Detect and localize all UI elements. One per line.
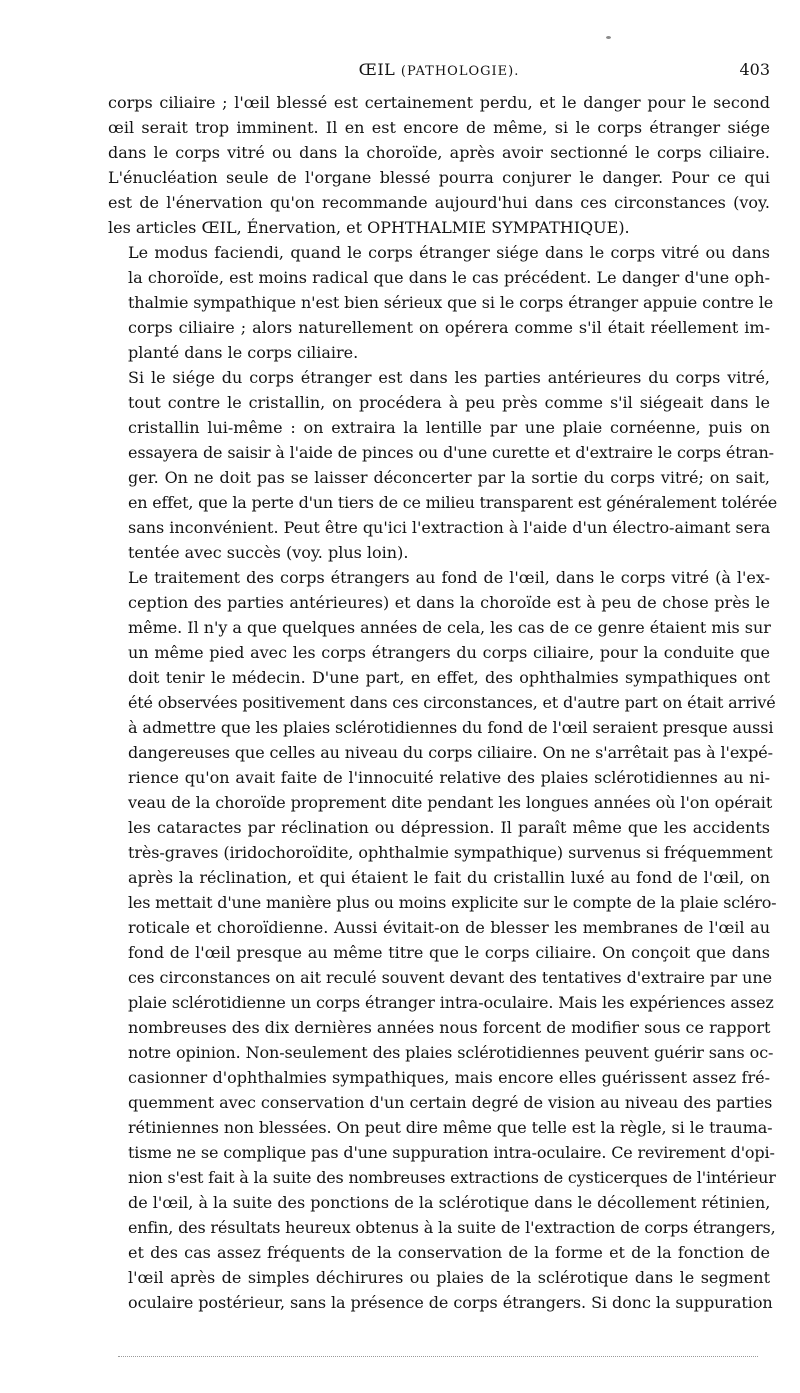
text-line: est de l'énervation qu'on recommande aujourd'hui dans ces circonstances (voy.: [108, 193, 770, 212]
text-line: fond de l'œil presque au même titre que le corps ciliaire. On conçoit que dans: [128, 943, 770, 962]
text-line: les mettait d'une manière plus ou moins explicite sur le compte de la plaie scléro-: [128, 893, 777, 912]
paragraph: [108, 240, 774, 365]
text-line: rétiniennes non blessées. On peut dire même que telle est la règle, si le trauma-: [128, 1118, 773, 1137]
text-line: notre opinion. Non-seulement des plaies sclérotidiennes peuvent guérir sans oc-: [128, 1043, 774, 1062]
text-line: les articles ŒIL, Énervation, et OPHTHALMIE SYMPATHIQUE).: [108, 218, 630, 237]
text-line: oculaire postérieur, sans la présence de corps étrangers. Si donc la suppuration: [128, 1293, 773, 1312]
running-title: [108, 60, 770, 79]
text-line: L'énucléation seule de l'organe blessé pourra conjurer le danger. Pour ce qui: [108, 168, 770, 187]
text-line: Si le siége du corps étranger est dans les parties antérieures du corps vitré,: [128, 368, 770, 387]
ink-smudge: [606, 36, 611, 39]
text-line: essayera de saisir à l'aide de pinces ou d'une curette et d'extraire le corps étran-: [128, 443, 774, 462]
text-line: nion s'est fait à la suite des nombreuses extractions de cysticerques de l'intérieur: [128, 1168, 776, 1187]
text-line: roticale et choroïdienne. Aussi évitait-on de blesser les membranes de l'œil au: [128, 918, 770, 937]
text-line: œil serait trop imminent. Il en est encore de même, si le corps étranger siége: [108, 118, 770, 137]
body-text: [108, 90, 777, 1315]
text-line: nombreuses des dix dernières années nous forcent de modifier sous ce rapport: [128, 1018, 771, 1037]
text-line: la choroïde, est moins radical que dans le cas précédent. Le danger d'une oph-: [128, 268, 770, 287]
text-line: dangereuses que celles au niveau du corps ciliaire. On ne s'arrêtait pas à l'expé-: [128, 743, 773, 762]
footer-dotted-rule: [118, 1356, 758, 1358]
text-line: tout contre le cristallin, on procédera à peu près comme s'il siégeait dans le: [128, 393, 770, 412]
text-line: veau de la choroïde proprement dite pendant les longues années où l'on opérait: [128, 793, 773, 812]
title-sub: (PATHOLOGIE).: [400, 64, 520, 79]
paragraph: [108, 565, 777, 1315]
text-line: doit tenir le médecin. D'une part, en effet, des ophthalmies sympathiques ont: [128, 668, 770, 687]
text-line: planté dans le corps ciliaire.: [128, 343, 359, 362]
text-line: sans inconvénient. Peut être qu'ici l'extraction à l'aide d'un électro-aimant sera: [128, 518, 771, 537]
text-line: corps ciliaire ; l'œil blessé est certainement perdu, et le danger pour le second: [108, 93, 770, 112]
text-line: plaie sclérotidienne un corps étranger intra-oculaire. Mais les expériences assez: [128, 993, 774, 1012]
text-line: ces circonstances on ait reculé souvent devant des tentatives d'extraire par une: [128, 968, 772, 987]
text-line: Le modus faciendi, quand le corps étranger siége dans le corps vitré ou dans: [128, 243, 770, 262]
text-line: Le traitement des corps étrangers au fond de l'œil, dans le corps vitré (à l'ex-: [128, 568, 770, 587]
text-line: ception des parties antérieures) et dans la choroïde est à peu de chose près le: [128, 593, 770, 612]
paragraph: [108, 365, 777, 565]
text-line: en effet, que la perte d'un tiers de ce milieu transparent est généralement tolérée: [128, 493, 777, 512]
text-line: tentée avec succès (voy. plus loin).: [128, 543, 409, 562]
text-line: été observées positivement dans ces circonstances, et d'autre part on était arrivé: [128, 693, 776, 712]
text-line: enfin, des résultats heureux obtenus à la suite de l'extraction de corps étrangers,: [128, 1218, 776, 1237]
text-line: l'œil après de simples déchirures ou plaies de la sclérotique dans le segment: [128, 1268, 770, 1287]
text-line: un même pied avec les corps étrangers du corps ciliaire, pour la conduite que: [128, 643, 770, 662]
text-line: très-graves (iridochoroïdite, ophthalmie sympathique) survenus si fréquemment: [128, 843, 773, 862]
text-line: thalmie sympathique n'est bien sérieux que si le corps étranger appuie contre le: [128, 293, 774, 312]
text-line: ger. On ne doit pas se laisser déconcerter par la sortie du corps vitré; on sait,: [128, 468, 770, 487]
text-line: dans le corps vitré ou dans la choroïde, après avoir sectionné le corps ciliaire.: [108, 143, 770, 162]
running-header: [108, 58, 770, 90]
text-line: cristallin lui-même : on extraira la lentille par une plaie cornéenne, puis on: [128, 418, 770, 437]
text-line: tisme ne se complique pas d'une suppuration intra-oculaire. Ce revirement d'opi-: [128, 1143, 775, 1162]
text-line: de l'œil, à la suite des ponctions de la sclérotique dans le décollement rétinien,: [128, 1193, 771, 1212]
paragraph: [108, 90, 770, 240]
document-page: [108, 58, 777, 1315]
text-line: à admettre que les plaies sclérotidiennes du fond de l'œil seraient presque aussi: [128, 718, 774, 737]
text-line: corps ciliaire ; alors naturellement on opérera comme s'il était réellement im-: [128, 318, 770, 337]
text-line: quemment avec conservation d'un certain degré de vision au niveau des parties: [128, 1093, 773, 1112]
title-main: ŒIL: [358, 60, 396, 79]
text-line: les cataractes par réclination ou dépression. Il paraît même que les accidents: [128, 818, 770, 837]
text-line: casionner d'ophthalmies sympathiques, mais encore elles guérissent assez fré-: [128, 1068, 770, 1087]
page-number: 403: [739, 60, 770, 79]
text-line: même. Il n'y a que quelques années de cela, les cas de ce genre étaient mis sur: [128, 618, 771, 637]
text-line: après la réclination, et qui étaient le fait du cristallin luxé au fond de l'œil, on: [128, 868, 770, 887]
text-line: et des cas assez fréquents de la conservation de la forme et de la fonction de: [128, 1243, 770, 1262]
text-line: rience qu'on avait faite de l'innocuité relative des plaies sclérotidiennes au ni-: [128, 768, 770, 787]
